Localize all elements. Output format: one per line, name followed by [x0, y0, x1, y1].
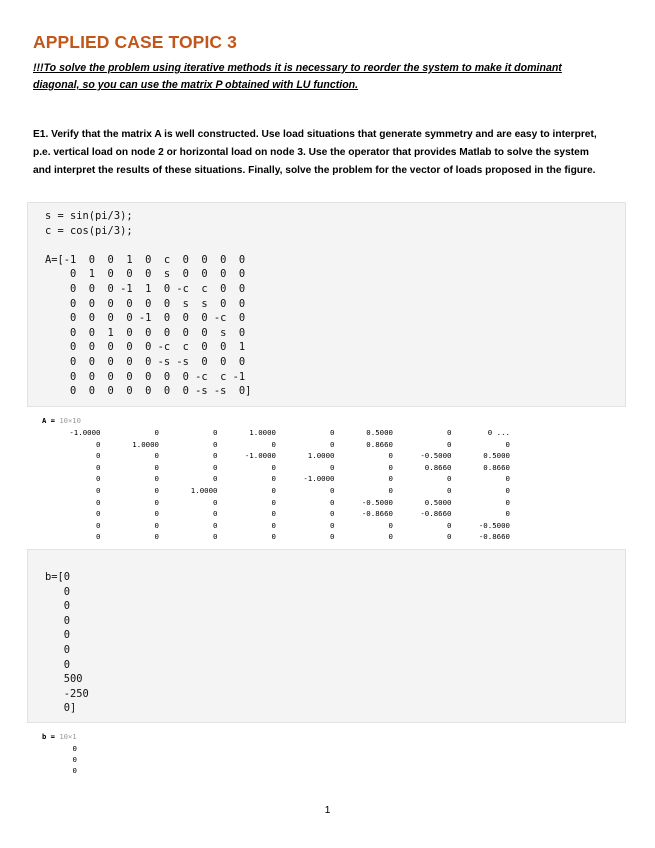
matrix-a-cell: 0 [213, 509, 218, 519]
matrix-a-cell: 0 [96, 509, 101, 519]
code-text-vector-b: b=[0 0 0 0 0 0 0 500 -250 0] [45, 571, 89, 715]
matrix-a-cell: 0 [154, 485, 159, 495]
matrix-a-cell: 0.5000 [483, 451, 510, 461]
matrix-a-cell: 0 [330, 497, 335, 507]
matrix-a-row [42, 508, 510, 520]
matrix-a-cell: 0 [96, 485, 101, 495]
matrix-a-cell: -0.5000 [478, 520, 510, 530]
code-text-matrix-a: s = sin(pi/3); c = cos(pi/3); A=[-1 0 0 1 0 c 0 0 0 0 0 1 0 0 0 s 0 0 0 0 0 0 0 -1 1 0 -c c 0 0 0 0 0 0 0 0 s s 0 0 0 0 0 0 -1 0 0 0 -c 0 0 0 1 0 0 0 0 0 s 0 0 0 0 0 0 -c c 0 0 1 0 0 0 0 0 -s -s 0 0 0 0 0 0 0 0 0 0 -c c -1 0 0 0 0 0 0 0 -s -s 0] [45, 210, 252, 398]
vector-b-cell: 0 [72, 744, 77, 753]
matrix-a-row [42, 462, 510, 474]
matrix-a-cell: 0 [154, 474, 159, 484]
output-a-label: A = [42, 416, 55, 425]
matrix-a-cell: -0.8660 [361, 509, 393, 519]
matrix-a-cell: 0 [330, 485, 335, 495]
matrix-a-cell: 0 [505, 497, 510, 507]
matrix-a-cell: 0 [447, 474, 452, 484]
matrix-a-cell: 0 [271, 439, 276, 449]
matrix-a-cell: 0 [96, 474, 101, 484]
vector-b-row [42, 765, 77, 776]
exercise-e1-text: E1. Verify that the matrix A is well constructed. Use load situations that generate symmetry and are easy to interpret, p.e. vertical load on node 2 or horizontal load on node 3. Use the operator that provides Matlab to solve the system and interpret the results of these situations. Finally, solve the problem for the vector of loads proposed in the figure. [33, 129, 597, 176]
matrix-a-cell: 0 [96, 532, 101, 542]
matrix-a-cell: 0 [447, 439, 452, 449]
matrix-a-cell: 0 [154, 520, 159, 530]
matrix-a-cell: -0.8660 [420, 509, 452, 519]
matrix-a-cell: 0 [330, 509, 335, 519]
matrix-a-cell: 0 [213, 474, 218, 484]
matrix-a-cell: 0 [213, 532, 218, 542]
matrix-a-cell: 0 [154, 509, 159, 519]
matrix-a-cell: 0 [447, 520, 452, 530]
matrix-a-cell: 0 ... [487, 428, 510, 437]
matrix-a-cell: 0.8660 [483, 462, 510, 472]
matrix-a-row [42, 427, 510, 439]
matrix-a-cell: 0 [388, 462, 393, 472]
matrix-a-cell: -0.5000 [420, 451, 452, 461]
matrix-a-row [42, 520, 510, 532]
matrix-a-cell: 0 [505, 509, 510, 519]
matrix-a-cell: 0 [96, 497, 101, 507]
matrix-a-row [42, 497, 510, 509]
matrix-a-cell: -1.0000 [69, 428, 101, 437]
matrix-a-row [42, 485, 510, 497]
matrix-a-cell: 0 [505, 439, 510, 449]
output-a-header [42, 416, 81, 425]
page-number: 1 [324, 804, 331, 816]
matrix-a-cell: 0 [447, 428, 452, 437]
matrix-a-cell: 1.0000 [307, 451, 335, 461]
matrix-a-cell: 1.0000 [190, 485, 218, 495]
matrix-a-cell: 0 [271, 497, 276, 507]
matrix-a-cell: -1.0000 [244, 451, 276, 461]
matrix-a-cell: 0 [330, 520, 335, 530]
matrix-a-cell: 0 [154, 497, 159, 507]
matrix-a-cell: 0 [330, 439, 335, 449]
matrix-a-cell: 0.8660 [424, 462, 452, 472]
matrix-a-cell: 0 [96, 439, 101, 449]
output-a-size: 10×10 [59, 416, 81, 425]
matrix-a-cell: 0 [271, 532, 276, 542]
matrix-a-cell: 0 [213, 451, 218, 461]
matrix-a-row [42, 450, 510, 462]
matrix-a-cell: 1.0000 [249, 428, 276, 437]
matrix-a-cell: -1.0000 [303, 474, 335, 484]
matrix-a-cell: 0 [96, 451, 101, 461]
matrix-a-cell: 0 [388, 474, 393, 484]
vector-b-row [42, 754, 77, 765]
matrix-a-row [42, 531, 510, 543]
output-b-label: b = [42, 732, 55, 741]
vector-b-cell: 0 [72, 766, 77, 775]
matrix-a-cell: 1.0000 [132, 439, 159, 449]
matrix-a-cell: 0 [447, 485, 452, 495]
matrix-a-cell: 0 [271, 462, 276, 472]
matrix-a-cell: 0 [388, 520, 393, 530]
matrix-a-cell: 0 [96, 520, 101, 530]
iterative-methods-note: !!!To solve the problem using iterative methods it is necessary to reorder the system to make it dominant diagonal, so you can use the matrix P obtained with LU function. [33, 62, 562, 91]
matrix-a-cell: 0 [330, 428, 335, 437]
page-title: APPLIED CASE TOPIC 3 [33, 32, 237, 52]
matrix-a-cell: 0 [330, 462, 335, 472]
matrix-a-cell: 0 [271, 474, 276, 484]
matrix-a-cell: 0 [388, 485, 393, 495]
matrix-a-cell: 0.5000 [366, 428, 393, 437]
matrix-a-cell: 0.8660 [366, 439, 393, 449]
vector-b-cell: 0 [72, 755, 77, 764]
matrix-a-cell: 0 [96, 462, 101, 472]
matrix-a-cell: 0 [447, 532, 452, 542]
matrix-a-cell: 0 [388, 532, 393, 542]
code-block-matrix-a [27, 202, 626, 407]
code-block-vector-b [27, 549, 626, 723]
matrix-a-cell: 0 [505, 474, 510, 484]
output-vector-b [42, 743, 77, 776]
matrix-a-cell: 0 [271, 509, 276, 519]
matrix-a-cell: 0 [154, 451, 159, 461]
matrix-a-cell: 0 [271, 520, 276, 530]
output-b-header [42, 732, 77, 741]
matrix-a-cell: 0 [154, 462, 159, 472]
matrix-a-row [42, 439, 510, 451]
matrix-a-cell: 0 [213, 428, 218, 437]
matrix-a-cell: 0 [213, 439, 218, 449]
matrix-a-cell: -0.5000 [361, 497, 393, 507]
matrix-a-cell: 0 [388, 451, 393, 461]
vector-b-row [42, 743, 77, 754]
matrix-a-cell: 0 [213, 520, 218, 530]
matrix-a-cell: 0 [330, 532, 335, 542]
matrix-a-cell: 0.5000 [424, 497, 452, 507]
matrix-a-cell: 0 [213, 497, 218, 507]
matrix-a-cell: 0 [505, 485, 510, 495]
matrix-a-cell: 0 [154, 428, 159, 437]
output-matrix-a [42, 427, 510, 543]
matrix-a-cell: 0 [271, 485, 276, 495]
matrix-a-row [42, 473, 510, 485]
matrix-a-cell: -0.8660 [478, 532, 510, 542]
matrix-a-cell: 0 [213, 462, 218, 472]
matrix-a-cell: 0 [154, 532, 159, 542]
output-b-size: 10×1 [59, 732, 77, 741]
